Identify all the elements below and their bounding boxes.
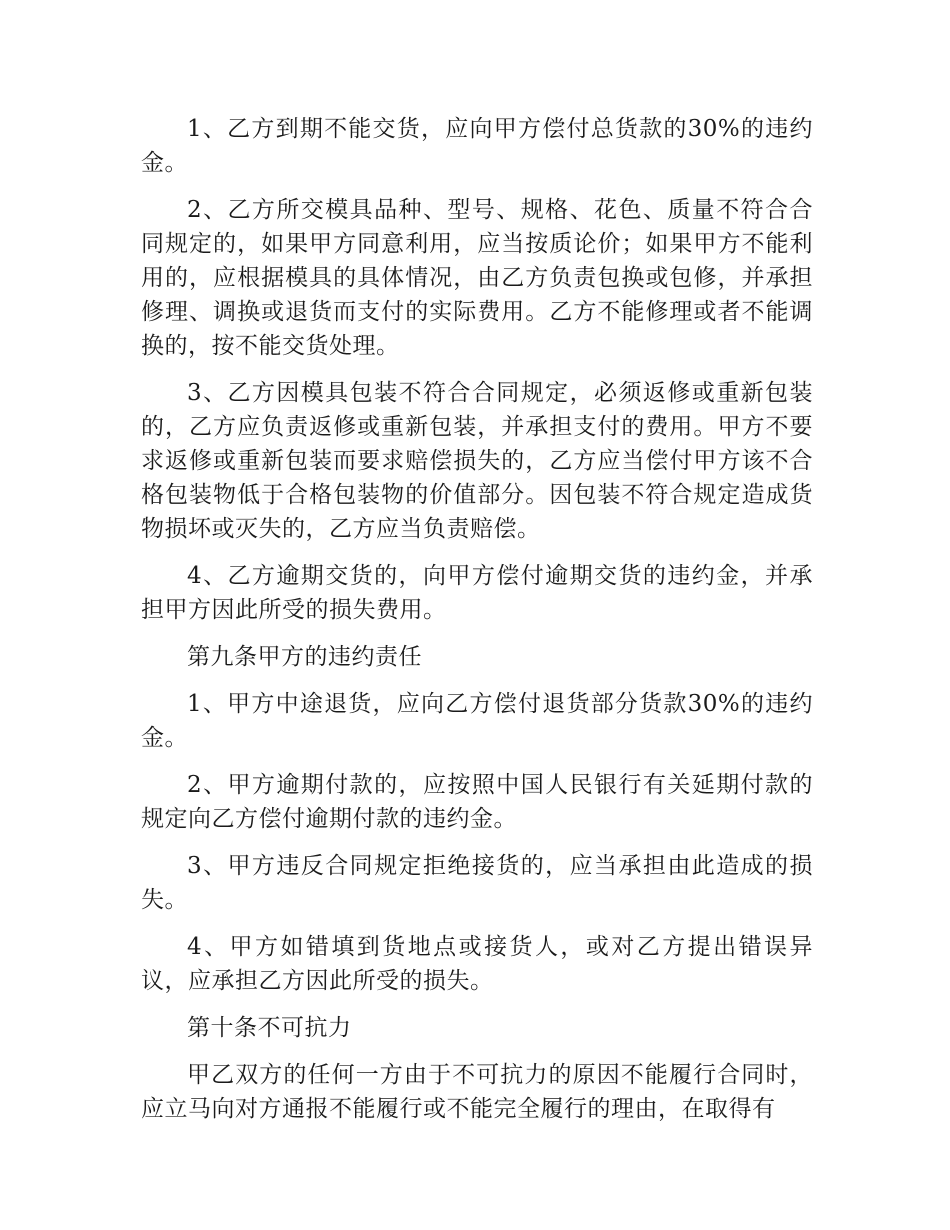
section-heading-article-10: 第十条不可抗力 xyxy=(187,1015,352,1041)
paragraph-seller-packaging: 3、乙方因模具包装不符合合同规定，必须返修或重新包装的，乙方应负责返修或重新包装，并承担支付的费用。甲方不要求返修或重新包装而要求赔偿损失的，乙方应当偿付甲方该不合格包装物低于合格包装物的价值部分。因包装不符合规定造成货物损坏或灭失的，乙方应当负责赔偿。 xyxy=(141,380,813,542)
paragraph-seller-late-delivery: 4、乙方逾期交货的，向甲方偿付逾期交货的违约金，并承担甲方因此所受的损失费用。 xyxy=(141,563,813,623)
paragraph-seller-no-delivery: 1、乙方到期不能交货，应向甲方偿付总货款的30%的违约金。 xyxy=(141,116,813,176)
paragraph-buyer-refuse-goods: 3、甲方违反合同规定拒绝接货的，应当承担由此造成的损失。 xyxy=(141,853,813,913)
paragraph-force-majeure: 甲乙双方的任何一方由于不可抗力的原因不能履行合同时，应立马向对方通报不能履行或不能完全履行的理由，在取得有 xyxy=(141,1062,813,1122)
paragraph-buyer-late-payment: 2、甲方逾期付款的，应按照中国人民银行有关延期付款的规定向乙方偿付逾期付款的违约金。 xyxy=(141,772,813,832)
document-page xyxy=(141,112,813,1139)
section-heading-article-9: 第九条甲方的违约责任 xyxy=(187,644,422,670)
paragraph-buyer-return: 1、甲方中途退货，应向乙方偿付退货部分货款30%的违约金。 xyxy=(141,691,813,751)
paragraph-seller-nonconforming-goods: 2、乙方所交模具品种、型号、规格、花色、质量不符合合同规定的，如果甲方同意利用，应当按质论价；如果甲方不能利用的，应根据模具的具体情况，由乙方负责包换或包修，并承担修理、调换或退货而支付的实际费用。乙方不能修理或者不能调换的，按不能交货处理。 xyxy=(141,197,813,359)
paragraph-buyer-wrong-info: 4、甲方如错填到货地点或接货人，或对乙方提出错误异议，应承担乙方因此所受的损失。 xyxy=(141,934,813,994)
